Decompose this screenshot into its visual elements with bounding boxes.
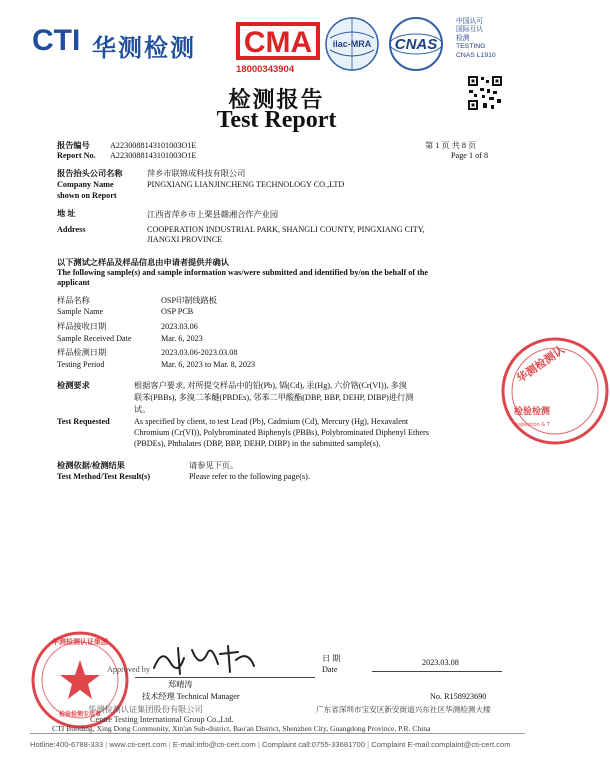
sample-name-value-cn: OSP印制线路板	[161, 296, 217, 305]
svg-text:检验检测专用章: 检验检测专用章	[58, 711, 102, 718]
cti-chinese-logo: 华测检测	[92, 35, 196, 62]
date-label-en: Date	[322, 665, 338, 674]
testing-period-value-en: Mar. 6, 2023 to Mar. 8, 2023	[161, 360, 256, 369]
address-label-en: Address	[57, 225, 86, 234]
test-requirements-cn-2: 联苯(PBBs), 多溴二苯醚(PBDEs), 邻苯二甲酸酯(DBP, BBP, DEHP, DIBP)进行测	[134, 393, 414, 402]
ilac-mra-logo-icon	[324, 16, 380, 72]
cti-logo: CTI	[32, 24, 81, 57]
sample-intro-cn: 以下测试之样品及样品信息由申请者提供并确认	[57, 258, 229, 267]
footer-divider	[30, 733, 525, 734]
test-requested-en-1: As specified by client, to test Lead (Pb), Cadmium (Cd), Mercury (Hg), Hexavalent	[134, 417, 409, 426]
test-requirements-cn-1: 根据客户要求, 对所提交样品中的铅(Pb), 镉(Cd), 汞(Hg), 六价铬(Cr(VI)), 多溴	[134, 381, 407, 390]
address-en-line1: COOPERATION INDUSTRIAL PARK, SHANGLI COUNTY, PINGXIANG CITY,	[147, 225, 425, 234]
svg-text:ilac-MRA: ilac-MRA	[332, 39, 372, 49]
received-date-label-cn: 样品接收日期	[57, 322, 107, 331]
testing-period-value: 2023.03.06-2023.03.08	[161, 348, 238, 357]
test-requested-label-en: Test Requested	[57, 417, 110, 426]
address-en-line2: JIANGXI PROVINCE	[147, 235, 223, 244]
company-name-footer: Centre Testing International Group Co.,Ltd.	[90, 715, 234, 724]
cma-logo-icon	[232, 18, 324, 62]
footer-complaint-call: Complaint call:0755-33681700	[261, 740, 365, 749]
report-no-label-cn: 报告编号	[57, 141, 90, 150]
test-method-value-en: Please refer to the following page(s).	[189, 472, 310, 481]
footer-email-link[interactable]: E-mail:info@cti-cert.com	[172, 740, 256, 749]
page-number-cn: 第 1 页 共 8 页	[425, 141, 477, 150]
testing-period-label-cn: 样品检测日期	[57, 348, 107, 357]
svg-text:检验检测: 检验检测	[514, 407, 551, 417]
sample-name-label-en: Sample Name	[57, 307, 104, 316]
date-label-cn: 日 期	[322, 654, 341, 663]
test-requested-en-3: (PBDEs), Phthalates (DBP, BBP, DEHP, DIBP) in the submitted sample(s).	[134, 439, 381, 448]
report-no-value-en: A2230088143101003O1E	[110, 151, 197, 160]
test-method-label-en: Test Method/Test Result(s)	[57, 472, 151, 481]
title-english: Test Report	[216, 107, 337, 133]
test-requested-en-2: Chromium (Cr(VI)), Polybrominated Biphenyls (PBBs), Polybrominated Diphenyl Ethers	[134, 428, 429, 437]
report-no-label-en: Report No.	[57, 151, 96, 160]
test-requirements-cn-3: 试。	[134, 405, 151, 414]
company-chinese-footer: 华测检测认证集团股份有限公司	[88, 705, 203, 714]
svg-text:Inspection & T: Inspection & T	[514, 422, 550, 428]
cnas-logo-icon	[384, 16, 448, 72]
svg-text:CMA: CMA	[243, 26, 313, 59]
sample-name-label-cn: 样品名称	[57, 296, 90, 305]
address-cn-footer: 广东省深圳市宝安区新安街道兴东社区华测检测大楼	[316, 705, 491, 714]
received-date-value-en: Mar. 6, 2023	[161, 334, 203, 343]
date-value: 2023.03.08	[422, 658, 459, 667]
test-requirements-label-cn: 检测要求	[57, 381, 90, 390]
address-cn: 江西省萍乡市上栗县赣湘合作产业园	[147, 210, 279, 219]
company-name-cn: 萍乡市联锦成科技有限公司	[147, 169, 246, 178]
svg-text:华测检测认证集团: 华测检测认证集团	[52, 638, 108, 646]
svg-text:华测检测认: 华测检测认	[514, 343, 567, 386]
company-label-en: Company Name	[57, 180, 114, 189]
sample-intro-en-1: The following sample(s) and sample information was/were submitted and identified by/on the behalf of the	[57, 268, 429, 277]
received-date-value: 2023.03.06	[161, 322, 198, 331]
date-line	[372, 671, 502, 672]
footer-complaint-email-link[interactable]: Complaint E-mail:complaint@cti-cert.com	[371, 740, 511, 749]
company-label-cn: 报告抬头公司名称	[57, 169, 123, 178]
test-method-label-cn: 检测依据/检测结果	[57, 461, 125, 470]
cnas-accreditation-text: 中国认可 国际互认 检测 TESTING CNAS L1910	[456, 18, 496, 59]
sample-name-value-en: OSP PCB	[161, 307, 194, 316]
testing-period-label-en: Testing Period	[57, 360, 105, 369]
report-no-value: A2230088143101003O1E	[110, 141, 197, 150]
signature-line	[135, 677, 315, 678]
company-label-en-2: shown on Report	[57, 191, 117, 200]
footer-hotline: Hotline:400-6788-333	[30, 740, 104, 749]
footer-website-link[interactable]: www.cti-cert.com	[109, 740, 167, 749]
footer-bar: Hotline:400-6788-333 | www.cti-cert.com | E-mail:info@cti-cert.com | Complaint call:0755-33681700 | Complaint E-mail:complaint@cti-cert.com	[30, 740, 511, 749]
test-method-value-cn: 请参见下页。	[189, 461, 239, 470]
approver-name-cn: 郑晴涛	[168, 680, 193, 689]
company-name-en: PINGXIANG LIANJINCHENG TECHNOLOGY CO.,LTD	[147, 180, 345, 189]
page-number-en: Page 1 of 8	[451, 151, 489, 160]
approved-by-label: Approved by	[107, 665, 150, 674]
address-label-cn: 地 址	[57, 209, 76, 218]
signature-icon	[148, 640, 258, 680]
sample-intro-en-2: applicant	[57, 278, 90, 287]
title-chinese: 检测报告	[228, 87, 325, 112]
svg-text:CNAS: CNAS	[394, 36, 438, 53]
inspection-seal-right-icon	[500, 336, 610, 446]
approver-title: 技术经理 Technical Manager	[142, 692, 240, 701]
company-address-footer: CTI Building, Xing Dong Community, Xin'an Sub-district, Bao'an District, Shenzhen City, Guangdong Province, P.R. China	[52, 724, 431, 733]
serial-number: No. R158923690	[430, 692, 487, 701]
cma-phone: 18000343904	[236, 64, 295, 75]
received-date-label-en: Sample Received Date	[57, 334, 132, 343]
